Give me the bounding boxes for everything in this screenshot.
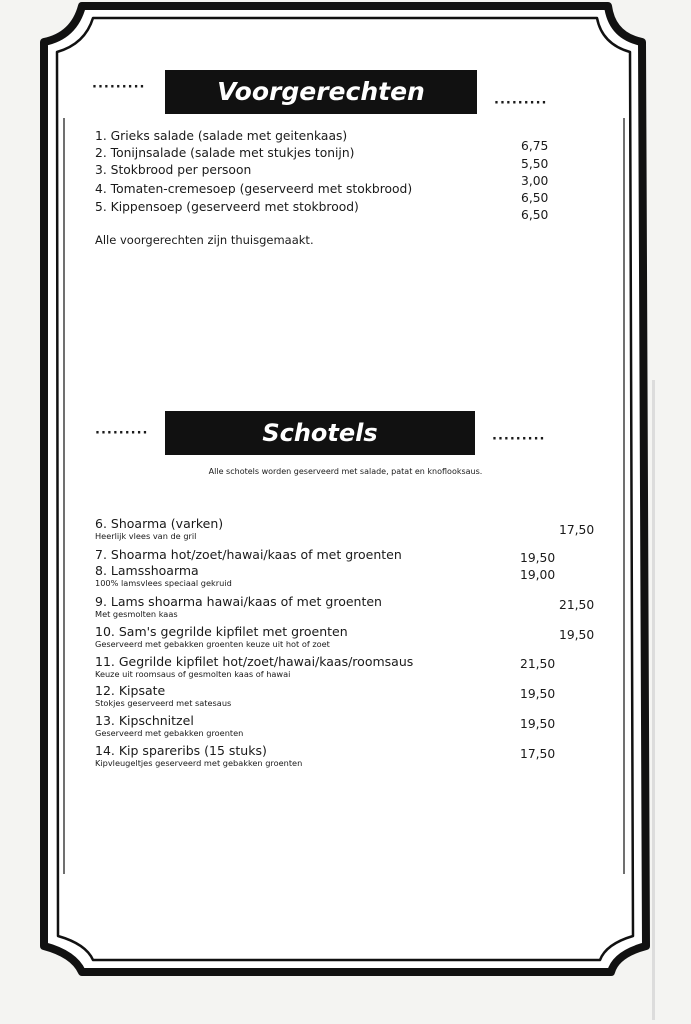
dish-item-8 [95,563,232,588]
dish-price-10: 19,50 [559,628,595,642]
dots-right-starters: ········· [494,96,548,111]
dish-item-11 [95,654,413,679]
starters-note: Alle voorgerechten zijn thuisgemaakt. [95,233,314,247]
starter-item-4: 4. Tomaten-cremesoep (geserveerd met stokbrood) [95,182,413,196]
dish-name: 7. Shoarma hot/zoet/hawai/kaas of met groenten [95,547,402,562]
dish-price-7: 19,50 [520,551,556,565]
scan-edge [652,380,655,1020]
dish-description: Kipvleugeltjes geserveerd met gebakken groenten [95,758,303,768]
dish-name: 12. Kipsate [95,683,166,698]
dish-item-13 [95,713,243,738]
mains-note: Alle schotels worden geserveerd met salade, patat en knoflooksaus. [208,467,483,476]
dish-price-9: 21,50 [559,598,595,612]
dish-name: 6. Shoarma (varken) [95,516,224,531]
dish-price-13: 19,50 [520,717,556,731]
dish-description: Stokjes geserveerd met satesaus [95,698,232,708]
dish-price-6: 17,50 [559,523,595,537]
dish-price-12: 19,50 [520,687,556,701]
starter-price-1: 6,75 [521,139,549,153]
dish-name: 11. Gegrilde kipfilet hot/zoet/hawai/kaas/roomsaus [95,654,414,669]
dish-description: 100% lamsvlees speciaal gekruid [95,578,232,588]
dish-item-12 [95,683,231,708]
dots-left-mains: ········· [95,426,149,441]
dish-description: Met gesmolten kaas [95,609,178,619]
dish-item-10 [95,624,348,649]
dish-price-11: 21,50 [520,657,556,671]
dish-item-9 [95,594,382,619]
dish-description: Heerlijk vlees van de gril [95,531,197,541]
section-title-mains: Schotels [165,411,475,455]
dish-name: 10. Sam's gegrilde kipfilet met groenten [95,624,348,639]
dish-item-14 [95,743,302,768]
dish-price-8: 19,00 [520,568,556,582]
dish-name: 13. Kipschnitzel [95,713,194,728]
dish-name: 9. Lams shoarma hawai/kaas of met groenten [95,594,382,609]
starter-item-3: 3. Stokbrood per persoon [95,163,252,177]
dish-name: 14. Kip spareribs (15 stuks) [95,743,267,758]
starter-price-4: 6,50 [521,191,549,205]
dots-left-starters: ········· [92,80,146,95]
dish-item-7 [95,547,402,562]
starter-price-5: 6,50 [521,208,549,222]
dish-price-14: 17,50 [520,747,556,761]
dots-right-mains: ········· [492,432,546,447]
dish-description: Keuze uit roomsaus of gesmolten kaas of hawai [95,669,291,679]
starter-item-1: 1. Grieks salade (salade met geitenkaas) [95,129,348,143]
dish-name: 8. Lamsshoarma [95,563,199,578]
starter-price-3: 3,00 [521,174,549,188]
dish-description: Geserveerd met gebakken groenten keuze uit hot of zoet [95,639,330,649]
dish-item-6 [95,516,223,541]
starter-price-2: 5,50 [521,157,549,171]
section-title-starters: Voorgerechten [165,70,477,114]
starter-item-5: 5. Kippensoep (geserveerd met stokbrood) [95,200,359,214]
starter-item-2: 2. Tonijnsalade (salade met stukjes tonijn) [95,146,355,160]
dish-description: Geserveerd met gebakken groenten [95,728,244,738]
